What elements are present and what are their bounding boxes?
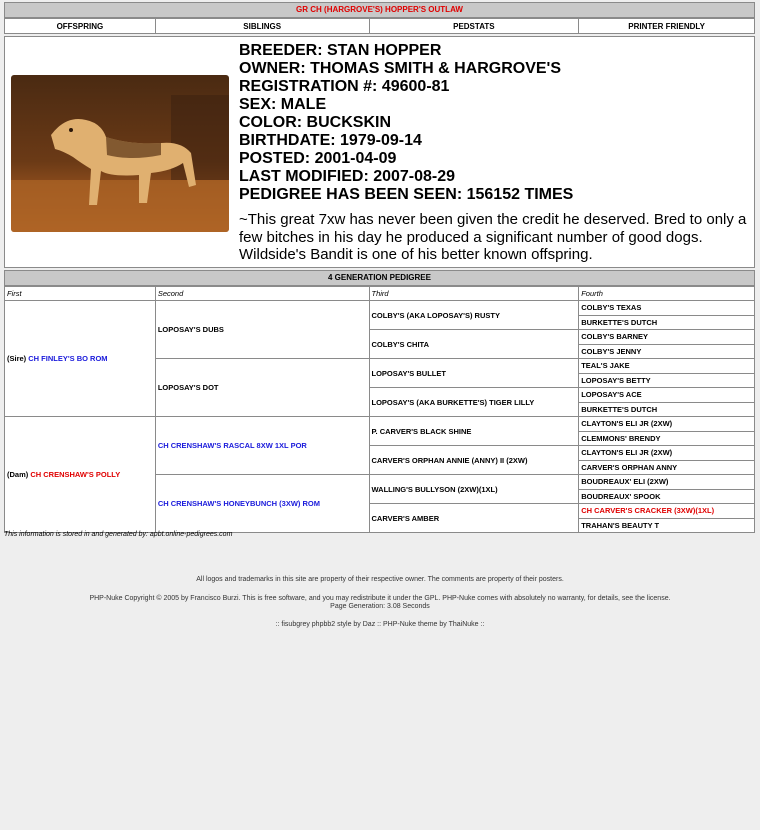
dog-photo-image <box>11 75 229 232</box>
sire-prefix: (Sire) <box>7 354 29 363</box>
color-line: COLOR: BUCKSKIN <box>239 114 391 131</box>
pedigree-third-cell: LOPOSAY'S (AKA BURKETTE'S) TIGER LILLY <box>369 388 579 417</box>
pedigree-fourth-cell: BURKETTE'S DUTCH <box>579 402 755 417</box>
seen-count-line: PEDIGREE HAS BEEN SEEN: 156152 TIMES <box>239 186 574 203</box>
nav-offspring[interactable]: OFFSPRING <box>5 19 156 34</box>
dog-info-panel <box>4 36 755 268</box>
registration-line: REGISTRATION #: 49600-81 <box>239 78 450 95</box>
pedigree-fourth-cell: COLBY'S BARNEY <box>579 330 755 345</box>
dog-details <box>239 42 751 264</box>
nav-pedstats[interactable]: PEDSTATS <box>369 19 579 34</box>
trademarks-notice: All logos and trademarks in this site are property of their respective owner. The comments are property of their posters. <box>196 576 564 583</box>
pedigree-third-cell: LOPOSAY'S BULLET <box>369 359 579 388</box>
dog-title: GR CH (HARGROVE'S) HOPPER'S OUTLAW <box>4 2 755 18</box>
pedigree-second-cell: LOPOSAY'S DOT <box>155 359 369 417</box>
sex-line: SEX: MALE <box>239 96 327 113</box>
header-fourth: Fourth <box>579 287 755 301</box>
pedigree-third-cell: WALLING'S BULLYSON (2XW)(1XL) <box>369 475 579 504</box>
pedigree-fourth-link[interactable]: CH CARVER'S CRACKER (3XW)(1XL) <box>579 504 755 519</box>
nav-printer-friendly[interactable]: PRINTER FRIENDLY <box>579 19 755 34</box>
pedigree-fourth-cell: TEAL'S JAKE <box>579 359 755 374</box>
pedigree-third-cell: CARVER'S AMBER <box>369 504 579 533</box>
pedigree-fourth-cell: TRAHAN'S BEAUTY T <box>579 518 755 533</box>
pedigree-fourth-cell: COLBY'S JENNY <box>579 344 755 359</box>
pedigree-second-link[interactable]: CH CRENSHAW'S HONEYBUNCH (3XW) ROM <box>155 475 369 533</box>
pedigree-third-cell: P. CARVER'S BLACK SHINE <box>369 417 579 446</box>
stored-info: This information is stored in and generated by: apbt.online-pedigrees.com <box>4 531 233 538</box>
dog-description: ~This great 7xw has never been given the credit he deserved. Bred to only a few bitches in his day he produced a significant number of good dogs. Wildside's Bandit is one of his better known offspring. <box>239 211 747 263</box>
theme-credits: :: fisubgrey phpbb2 style by Daz :: PHP-Nuke theme by ThaiNuke :: <box>275 621 485 628</box>
pedigree-fourth-cell: CLAYTON'S ELI JR (2XW) <box>579 417 755 432</box>
birthdate-line: BIRTHDATE: 1979-09-14 <box>239 132 422 149</box>
header-third: Third <box>369 287 579 301</box>
pedigree-second-link[interactable]: CH CRENSHAW'S RASCAL 8XW 1XL POR <box>155 417 369 475</box>
pedigree-header-row <box>5 287 755 301</box>
nav-bar <box>4 18 755 34</box>
sire-link[interactable]: CH FINLEY'S BO ROM <box>28 354 108 363</box>
pedigree-second-cell: LOPOSAY'S DUBS <box>155 301 369 359</box>
pedigree-third-cell: COLBY'S (AKA LOPOSAY'S) RUSTY <box>369 301 579 330</box>
pedigree-fourth-cell: CLEMMONS' BRENDY <box>579 431 755 446</box>
dam-prefix: (Dam) <box>7 470 31 479</box>
pedigree-fourth-cell: COLBY'S TEXAS <box>579 301 755 316</box>
pedigree-fourth-cell: BOUDREAUX' SPOOK <box>579 489 755 504</box>
page-generation: Page Generation: 3.08 Seconds <box>330 603 430 610</box>
dam-cell <box>5 417 156 533</box>
pedigree-fourth-cell: CLAYTON'S ELI JR (2XW) <box>579 446 755 461</box>
header-second: Second <box>155 287 369 301</box>
pedigree-page <box>4 2 755 533</box>
dam-link[interactable]: CH CRENSHAW'S POLLY <box>30 470 121 479</box>
pedigree-third-cell: CARVER'S ORPHAN ANNIE (ANNY) II (2XW) <box>369 446 579 475</box>
pedigree-fourth-cell: BOUDREAUX' ELI (2XW) <box>579 475 755 490</box>
pedigree-fourth-cell: CARVER'S ORPHAN ANNY <box>579 460 755 475</box>
pedigree-third-cell: COLBY'S CHITA <box>369 330 579 359</box>
pedigree-fourth-cell: LOPOSAY'S ACE <box>579 388 755 403</box>
posted-line: POSTED: 2001-04-09 <box>239 150 397 167</box>
pedigree-title: 4 GENERATION PEDIGREE <box>4 270 755 286</box>
breeder-line: BREEDER: STAN HOPPER <box>239 42 442 59</box>
owner-line: OWNER: THOMAS SMITH & HARGROVE'S <box>239 60 562 77</box>
dog-photo <box>11 75 229 232</box>
nav-siblings[interactable]: SIBLINGS <box>155 19 369 34</box>
pedigree-fourth-cell: BURKETTE'S DUTCH <box>579 315 755 330</box>
sire-cell <box>5 301 156 417</box>
last-modified-line: LAST MODIFIED: 2007-08-29 <box>239 168 456 185</box>
pedigree-fourth-cell: LOPOSAY'S BETTY <box>579 373 755 388</box>
pedigree-table <box>4 286 755 533</box>
copyright-notice: PHP-Nuke Copyright © 2005 by Francisco Burzi. This is free software, and you may redistribute it under the GPL. PHP-Nuke comes with absolutely no warranty, for details, see the license. <box>89 595 671 602</box>
header-first: First <box>5 287 156 301</box>
